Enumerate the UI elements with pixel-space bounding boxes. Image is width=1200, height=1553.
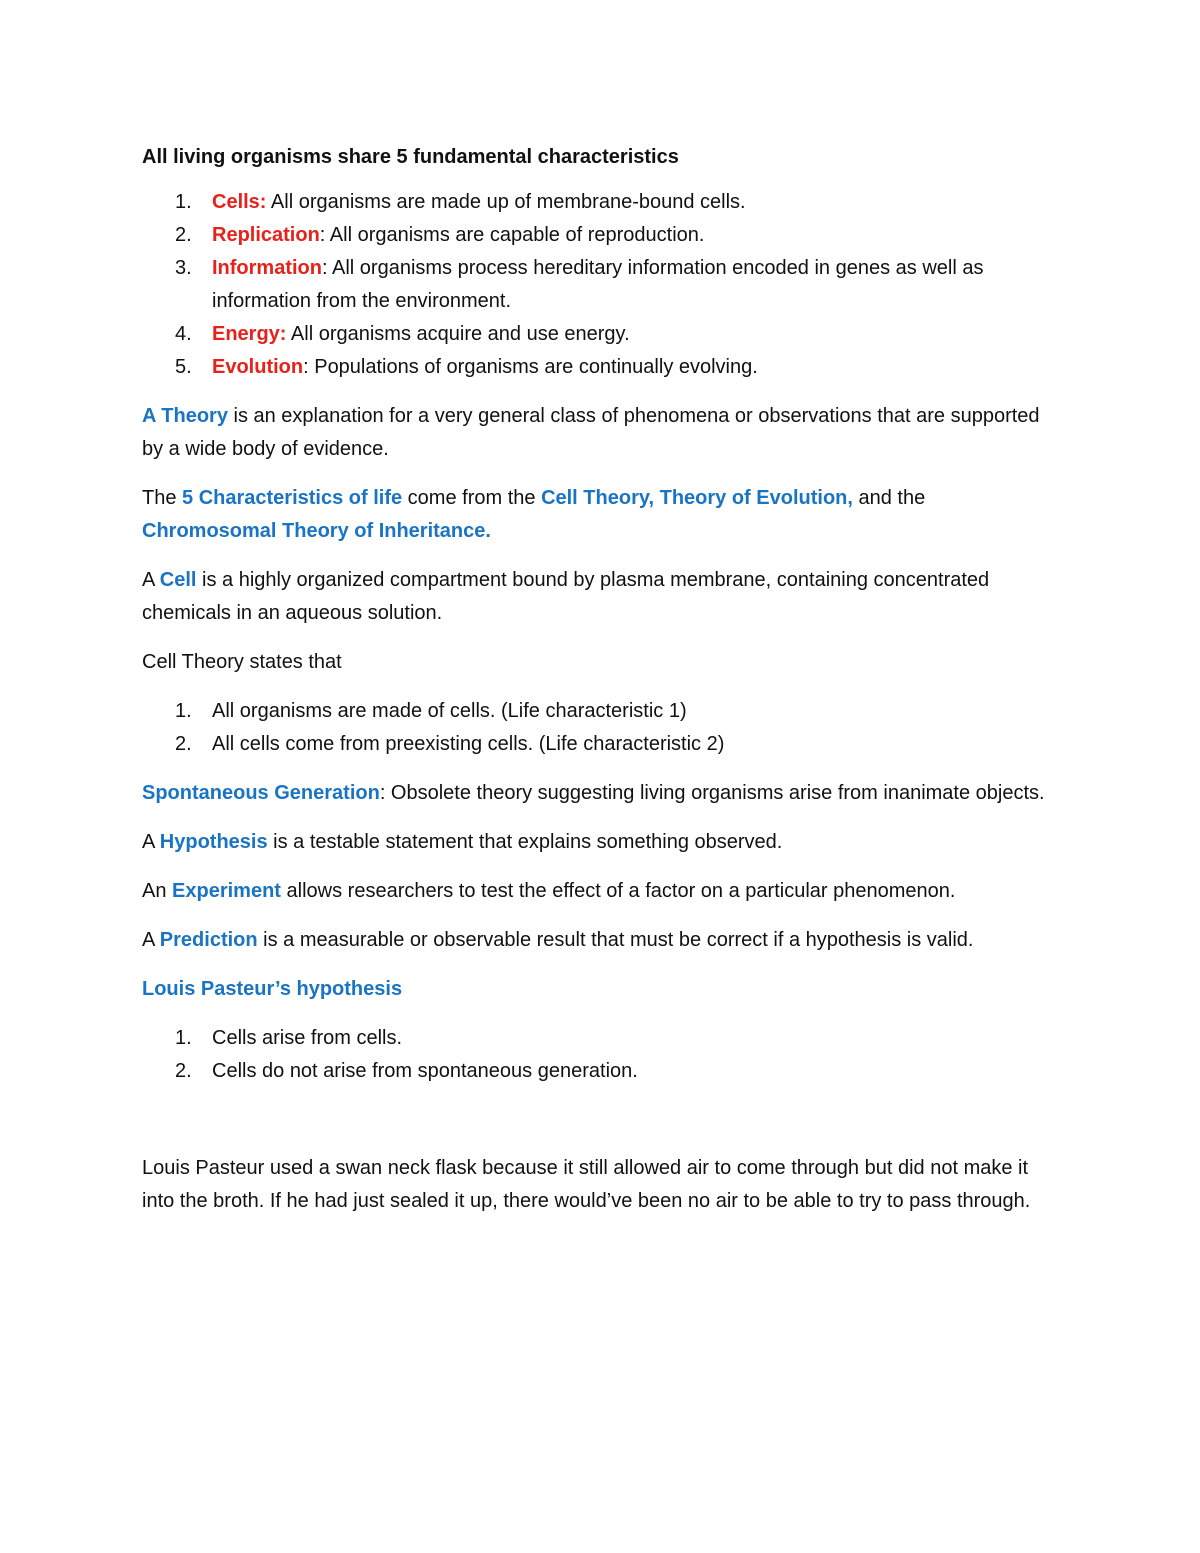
definition-text: allows researchers to test the effect of a factor on a particular phenomenon. [280,880,956,902]
term-prediction: Prediction [159,929,258,951]
definition-text: : All organisms process hereditary information encoded in genes as well as information from the environment. [212,257,984,312]
list-number: 1. [175,191,192,213]
list-number: 1. [175,700,192,722]
definition-text: : Obsolete theory suggesting living organisms arise from inanimate objects. [379,782,1045,804]
definition-text: is an explanation for a very general class of phenomena or observations that are supported by a wide body of evidence. [142,405,1040,460]
pasteur-list [142,1022,1050,1088]
body-text: The [142,487,183,509]
list-text: Cells arise from cells. [212,1027,403,1049]
definition-text: is a measurable or observable result that must be correct if a hypothesis is valid. [257,929,974,951]
body-text: and the [852,487,926,509]
characteristics-list [142,186,1050,384]
definition-text: is a highly organized compartment bound by plasma membrane, containing concentrated chemicals in an aqueous solution. [142,569,990,624]
body-text: A [142,831,160,853]
cell-theory-list [142,695,1050,761]
list-text: Cells do not arise from spontaneous generation. [212,1060,638,1082]
list-item [142,219,1050,252]
list-number: 1. [175,1027,192,1049]
body-text: An [142,880,173,902]
theory-paragraph [142,400,1050,466]
list-number: 4. [175,323,192,345]
list-item [142,351,1050,384]
definition-text: : Populations of organisms are continually evolving. [303,356,758,378]
term-chromosomal-theory: Chromosomal Theory of Inheritance. [142,520,491,542]
term-hypothesis: Hypothesis [159,831,268,853]
term-information: Information [212,257,322,279]
list-text: All organisms are made of cells. (Life characteristic 1) [212,700,687,722]
list-text: All cells come from preexisting cells. (Life characteristic 2) [212,733,725,755]
list-number: 2. [175,733,192,755]
term-evolution: Evolution [212,356,304,378]
origins-paragraph [142,482,1050,548]
definition-text: All organisms are made up of membrane-bound cells. [266,191,746,213]
term-cells: Cells: [212,191,267,213]
list-number: 3. [175,257,192,279]
list-item [142,728,1050,761]
definition-text: is a testable statement that explains something observed. [267,831,783,853]
list-item [142,252,1050,318]
spontaneous-generation-paragraph [142,777,1050,810]
term-characteristics-of-life: 5 Characteristics of life [182,487,403,509]
term-theories: Cell Theory, Theory of Evolution, [541,487,853,509]
term-theory: A Theory [142,405,228,427]
section-heading: All living organisms share 5 fundamental characteristics [142,146,679,168]
pasteur-heading: Louis Pasteur’s hypothesis [142,978,403,1000]
cell-theory-intro: Cell Theory states that [142,651,342,673]
body-text: A [142,569,160,591]
cell-paragraph [142,564,1050,630]
term-cell: Cell [159,569,197,591]
term-experiment: Experiment [172,880,281,902]
list-number: 2. [175,1060,192,1082]
list-item [142,695,1050,728]
hypothesis-paragraph [142,826,1050,859]
body-text: A [142,929,160,951]
term-spontaneous-generation: Spontaneous Generation [142,782,380,804]
definition-text: All organisms acquire and use energy. [286,323,630,345]
term-energy: Energy: [212,323,287,345]
list-item [142,318,1050,351]
list-number: 2. [175,224,192,246]
body-text: come from the [402,487,542,509]
prediction-paragraph [142,924,1050,957]
list-item [142,1022,1050,1055]
experiment-paragraph [142,875,1050,908]
term-replication: Replication [212,224,320,246]
flask-paragraph: Louis Pasteur used a swan neck flask because it still allowed air to come through but did not make it into the broth. If he had just sealed it up, there would’ve been no air to be able to try to pass through. [142,1157,1031,1212]
list-item [142,186,1050,219]
list-number: 5. [175,356,192,378]
list-item [142,1055,1050,1088]
definition-text: : All organisms are capable of reproduction. [319,224,705,246]
